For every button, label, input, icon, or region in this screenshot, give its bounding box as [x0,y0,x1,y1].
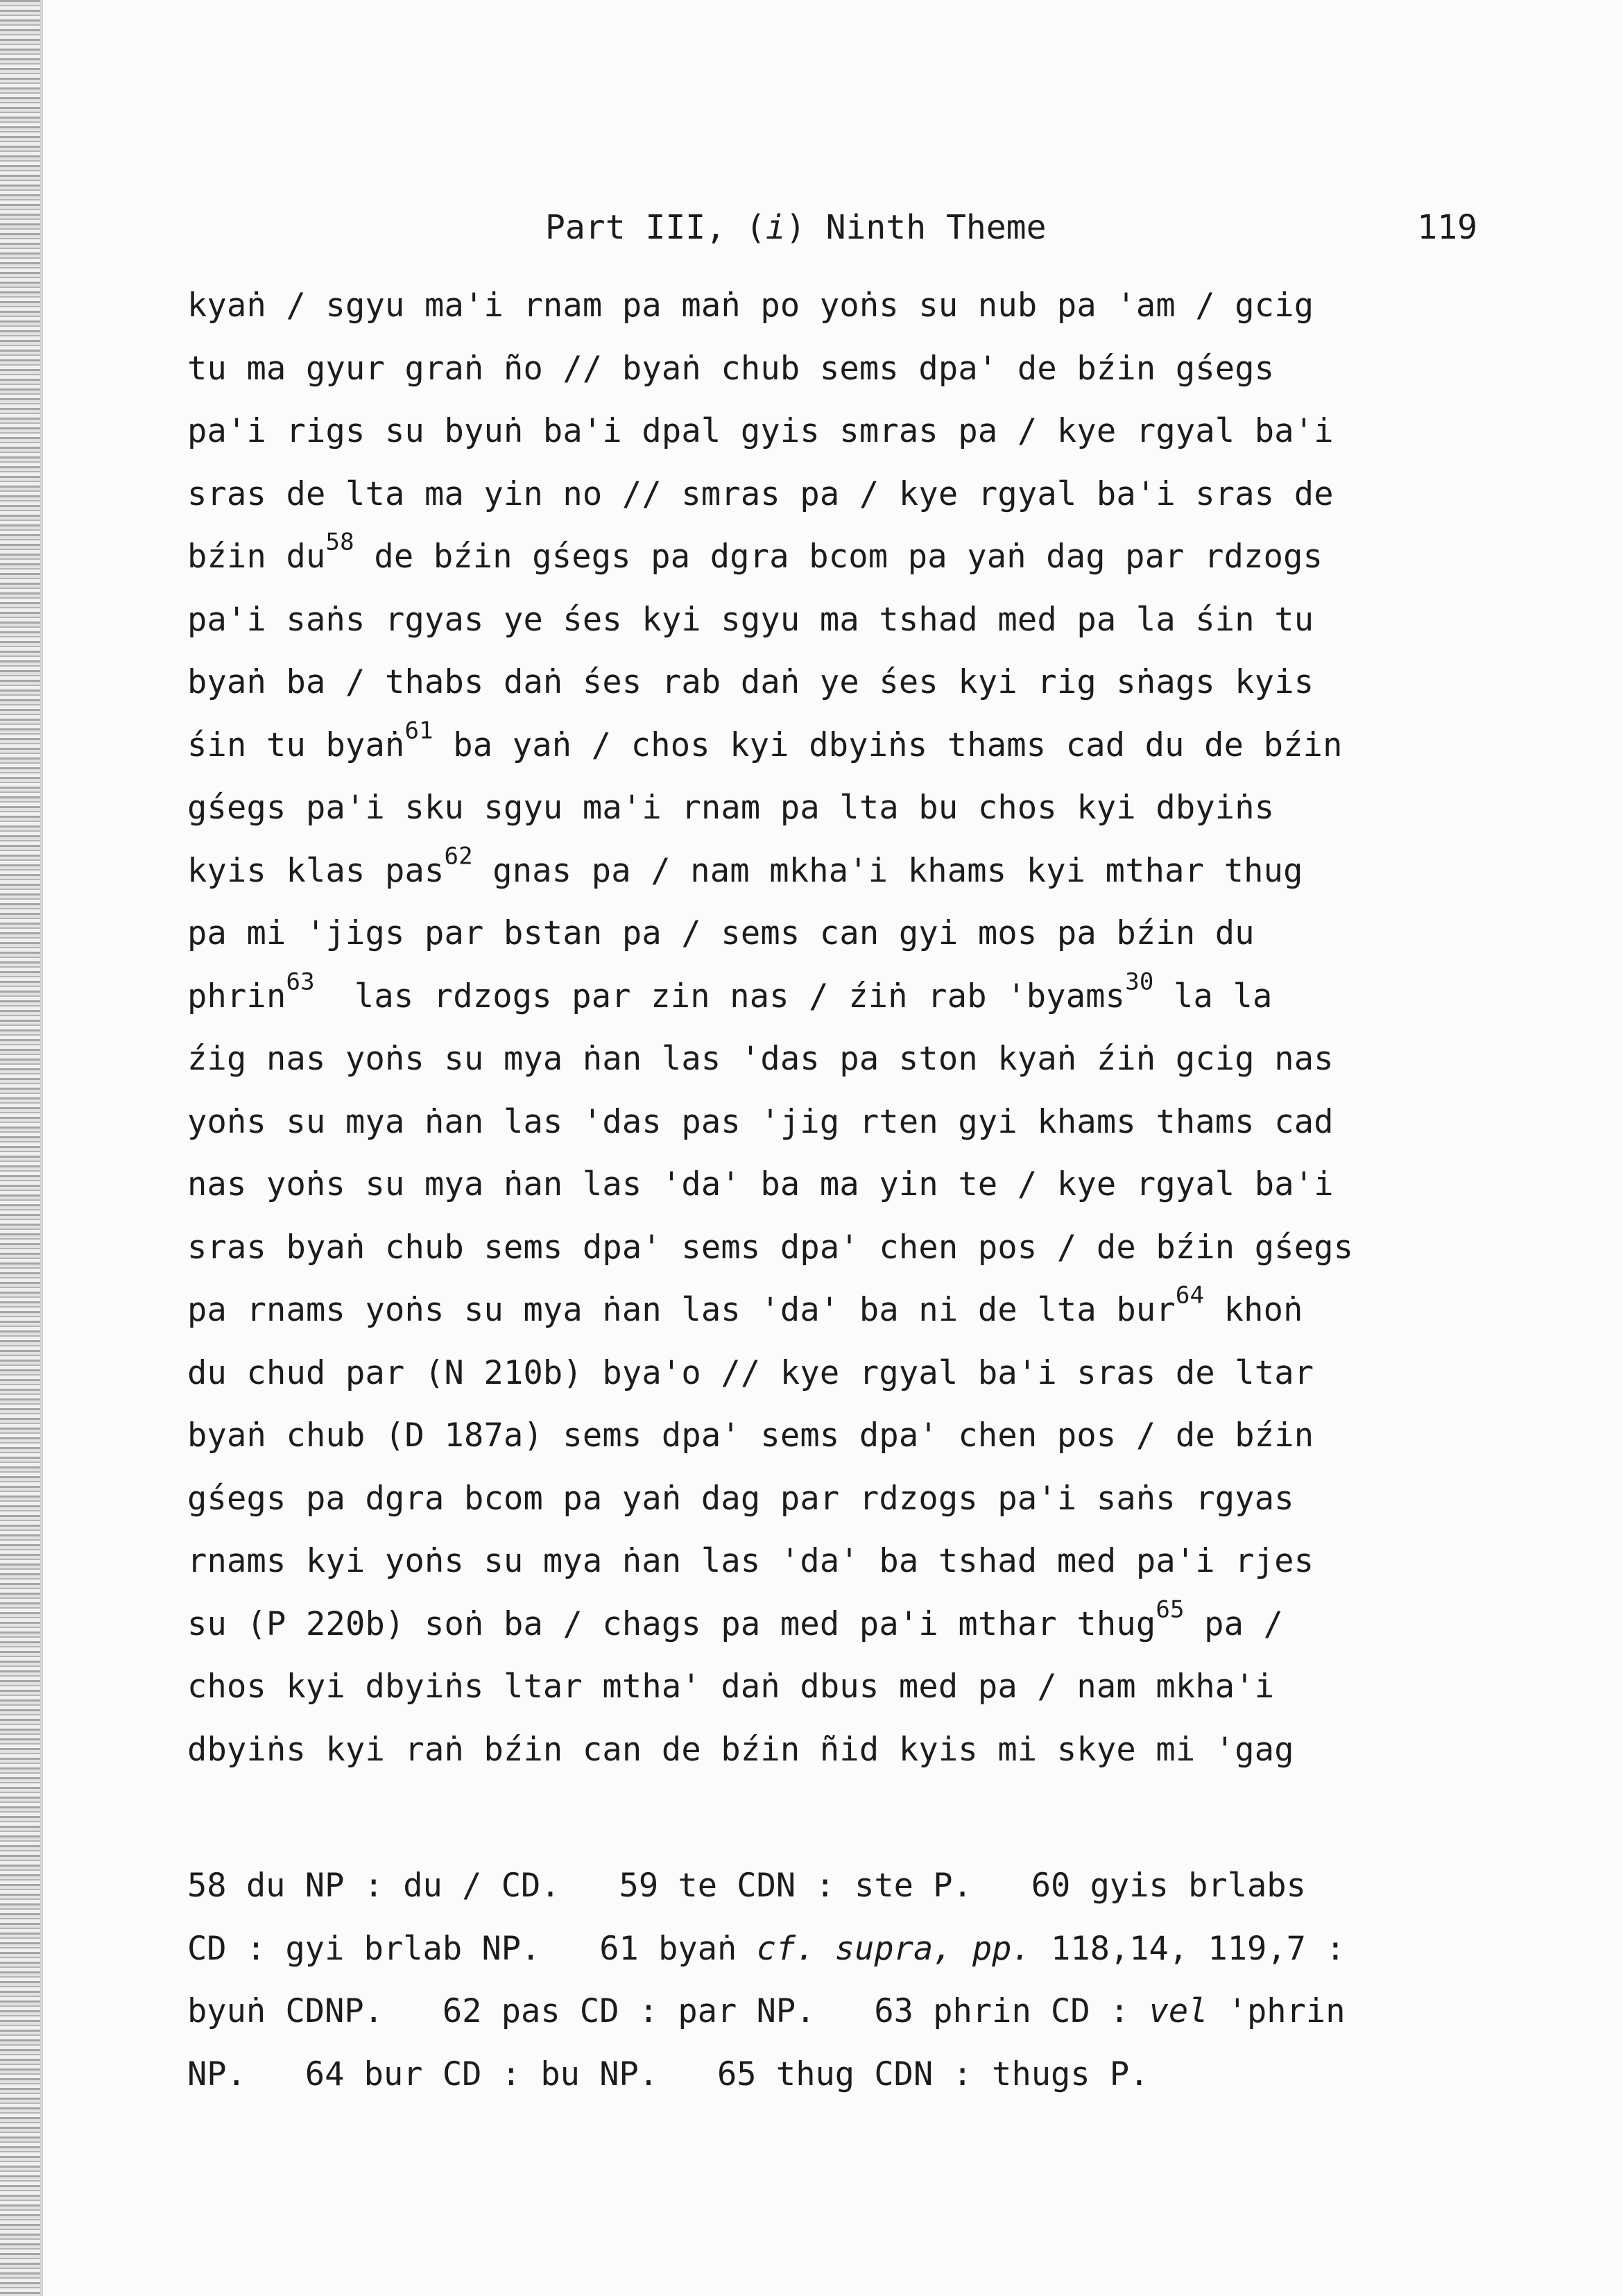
text-line [187,1342,1477,1405]
text-line [187,338,1477,401]
footnote-ref: 30 [1125,968,1154,995]
text-line [187,714,1477,778]
text-run: CD : gyi brlab NP. 61 byaṅ [187,1929,757,1968]
text-line [187,1719,1477,1782]
footnote-line [187,1917,1477,1980]
text-run: sras byaṅ chub sems dpa' sems dpa' chen pos / de bźin gśegs [187,1228,1354,1267]
text-run: pa'i saṅs rgyas ye śes kyi sgyu ma tshad med pa la śin tu [187,600,1314,639]
text-run: NP. 64 bur CD : bu NP. 65 thug CDN : thugs P. [187,2055,1149,2093]
italic-text: cf. supra, pp. [756,1929,1031,1968]
text-run: pa / [1184,1604,1284,1643]
text-run: kyis klas pas [187,851,445,890]
text-line [187,1154,1477,1217]
text-line [187,589,1477,652]
text-line [187,1530,1477,1593]
text-run: 118,14, 119,7 : [1031,1929,1346,1968]
footnotes [187,1854,1477,2105]
text-run: khoṅ [1204,1291,1303,1329]
text-run: chos kyi dbyiṅs ltar mtha' daṅ dbus med pa / nam mkha'i [187,1668,1275,1706]
footnote-ref: 58 [325,528,354,556]
text-run: byuṅ CDNP. 62 pas CD : par NP. 63 phrin CD : [187,1992,1149,2030]
text-run: byaṅ chub (D 187a) sems dpa' sems dpa' chen pos / de bźin [187,1416,1314,1455]
text-line [187,1091,1477,1154]
text-run: gśegs pa'i sku sgyu ma'i rnam pa lta bu chos kyi dbyiṅs [187,789,1275,827]
running-head-prefix: Part III, ( [545,208,766,247]
page-header [187,208,1477,264]
footnote-line [187,2043,1477,2106]
text-run: tu ma gyur graṅ ño // byaṅ chub sems dpa' de bźin gśegs [187,349,1275,388]
text-line [187,526,1477,589]
footnote-ref: 62 [444,842,473,870]
scan-gutter-line [40,0,43,2296]
text-line [187,275,1477,338]
text-run: nas yoṅs su mya ṅan las 'da' ba ma yin te / kye rgyal ba'i [187,1165,1334,1203]
book-page [187,208,1477,2105]
text-line [187,902,1477,966]
text-run: su (P 220b) soṅ ba / chags pa med pa'i mthar thug [187,1604,1156,1643]
text-run: sras de lta ma yin no // smras pa / kye rgyal ba'i sras de [187,474,1334,513]
text-run: śin tu byaṅ [187,726,405,764]
text-run: 'phrin [1208,1992,1346,2030]
page-number: 119 [1417,208,1477,247]
footnote-line [187,1854,1477,1917]
text-line [187,1656,1477,1719]
text-run: pa mi 'jigs par bstan pa / sems can gyi mos pa bźin du [187,914,1255,952]
text-line [187,1028,1477,1091]
text-run: ba yaṅ / chos kyi dbyiṅs thams cad du de bźin [433,726,1343,764]
text-line [187,777,1477,840]
text-run: las rdzogs par zin nas / źiṅ rab 'byams [314,977,1126,1016]
footnote-ref: 65 [1156,1595,1185,1623]
text-run: dbyiṅs kyi raṅ bźin can de bźin ñid kyis mi skye mi 'gag [187,1730,1294,1769]
text-run: gnas pa / nam mkha'i khams kyi mthar thug [472,851,1303,890]
text-line [187,651,1477,714]
text-run: pa'i rigs su byuṅ ba'i dpal gyis smras pa / kye rgyal ba'i [187,412,1334,450]
text-run: 58 du NP : du / CD. 59 te CDN : ste P. 60 gyis brlabs [187,1867,1306,1905]
text-run: rnams kyi yoṅs su mya ṅan las 'da' ba tshad med pa'i rjes [187,1542,1314,1580]
text-line [187,1468,1477,1531]
text-run: pa rnams yoṅs su mya ṅan las 'da' ba ni de lta bur [187,1291,1176,1329]
text-line [187,1405,1477,1468]
text-run: de bźin gśegs pa dgra bcom pa yaṅ dag par rdzogs [354,538,1323,576]
text-line [187,840,1477,903]
text-line [187,1279,1477,1342]
text-line [187,966,1477,1029]
text-run: gśegs pa dgra bcom pa yaṅ dag par rdzogs pa'i saṅs rgyas [187,1479,1294,1518]
footnote-ref: 63 [286,968,315,995]
text-run: byaṅ ba / thabs daṅ śes rab daṅ ye śes kyi rig sṅags kyis [187,663,1314,701]
running-head-italic: i [765,208,786,247]
text-line [187,400,1477,463]
text-run: la la [1153,977,1273,1016]
footnote-line [187,1980,1477,2043]
text-line [187,1593,1477,1656]
text-run: du chud par (N 210b) bya'o // kye rgyal ba'i sras de ltar [187,1353,1314,1392]
tibetan-transliteration-text [187,275,1477,1781]
running-head [545,208,1046,247]
footnote-ref: 64 [1175,1281,1205,1310]
text-run: kyaṅ / sgyu ma'i rnam pa maṅ po yoṅs su nub pa 'am / gcig [187,286,1314,325]
footnote-ref: 61 [404,717,433,744]
text-line [187,463,1477,526]
text-run: yoṅs su mya ṅan las 'das pas 'jig rten gyi khams thams cad [187,1102,1334,1141]
scan-binding-edge [0,0,40,2296]
text-run: phrin [187,977,286,1016]
text-run: źig nas yoṅs su mya ṅan las 'das pa ston kyaṅ źiṅ gcig nas [187,1040,1334,1078]
text-line [187,1217,1477,1280]
italic-text: vel [1149,1992,1208,2030]
text-run: bźin du [187,538,326,576]
running-head-suffix: ) Ninth Theme [785,208,1047,247]
